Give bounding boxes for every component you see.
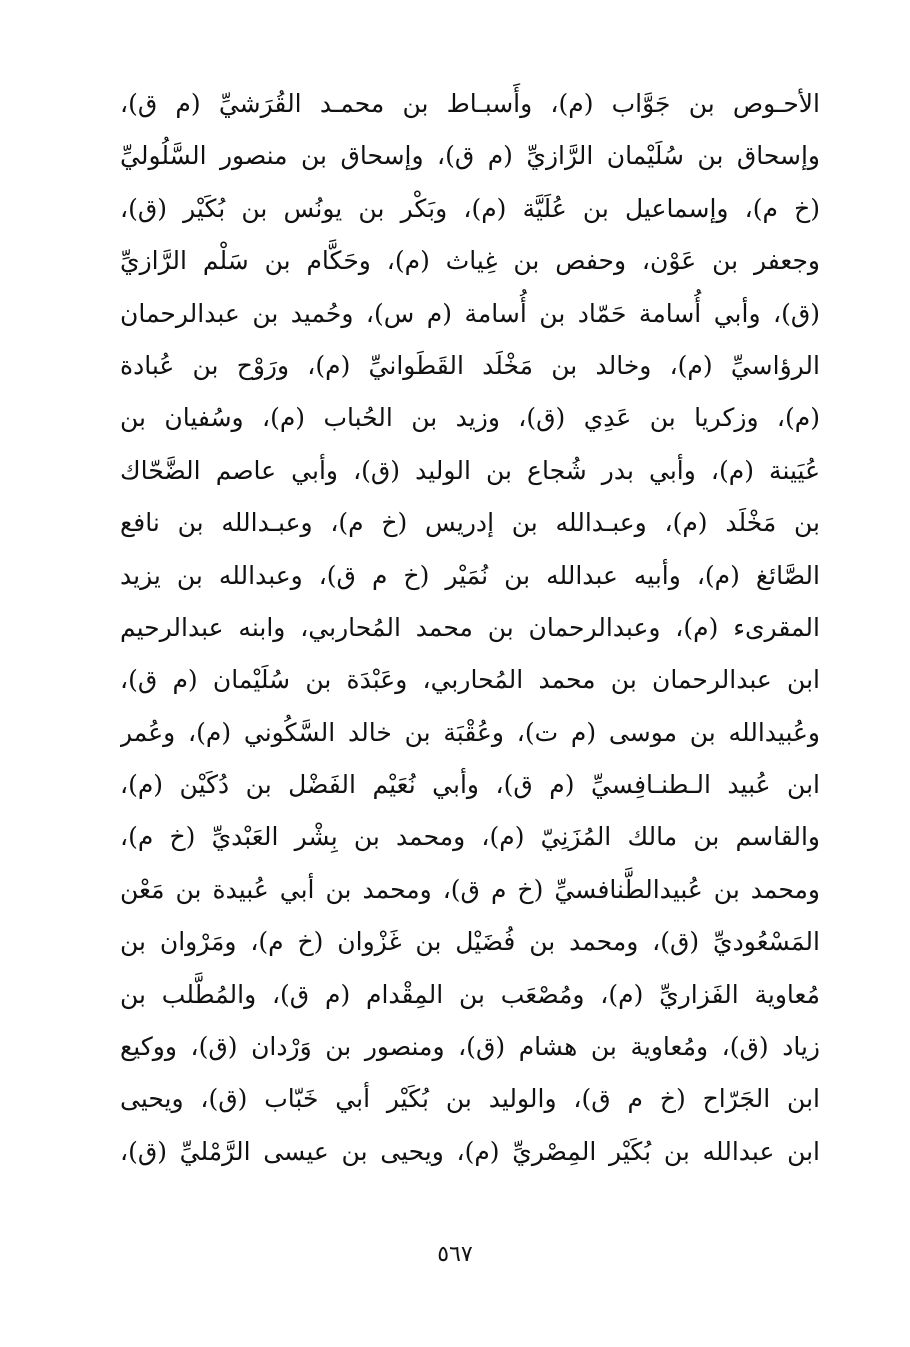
text-line: وجعفر بن عَوْن، وحفص بن غِياث (م)، وحَكَّام بن سَلْم الرَّازيِّ	[120, 246, 820, 276]
text-line: وإسحاق بن سُلَيْمان الرَّازيِّ (م ق)، وإسحاق بن منصور السَّلُوليِّ	[120, 141, 820, 171]
body-text	[120, 78, 820, 1178]
text-line: ومحمد بن عُبيدالطَّنافسيِّ (خ م ق)، ومحمد بن أبي عُبيدة بن مَعْن	[120, 874, 820, 904]
text-line: الأحـوص بن جَوَّاب (م)، وأَسبـاط بن محمـد القُرَشيِّ (م ق)،	[120, 89, 820, 118]
text-line: ابن عبدالله بن بُكَيْر المِصْريِّ (م)، ويحيى بن عيسى الرَّمْليِّ (ق)،	[120, 1136, 820, 1166]
text-line: (ق)، وأبي أُسامة حَمّاد بن أُسامة (م س)، وحُميد بن عبدالرحمان	[120, 298, 820, 328]
text-line: زياد (ق)، ومُعاوية بن هشام (ق)، ومنصور بن وَرْدان (ق)، ووكيع	[120, 1032, 820, 1062]
text-line: وعُبيدالله بن موسى (م ت)، وعُقْبَة بن خالد السَّكُوني (م)، وعُمر	[120, 717, 820, 747]
text-line: مُعاوية الفَزاريِّ (م)، ومُصْعَب بن المِقْدام (م ق)، والمُطَّلب بن	[120, 979, 820, 1009]
text-line: بن مَخْلَد (م)، وعبـدالله بن إدريس (خ م)، وعبـدالله بن نافع	[120, 508, 820, 538]
text-line: ابن الجَرّاح (خ م ق)، والوليد بن بُكَيْر أبي خَبّاب (ق)، ويحيى	[120, 1084, 820, 1114]
text-line: ابن عُبيد الـطنـافِسيِّ (م ق)، وأبي نُعَيْم الفَضْل بن دُكَيْن (م)،	[120, 770, 820, 800]
text-line: ابن عبدالرحمان بن محمد المُحاربي، وعَبْدَة بن سُلَيْمان (م ق)،	[120, 665, 820, 695]
text-line: والقاسم بن مالك المُزَنِيّ (م)، ومحمد بن بِشْر العَبْديِّ (خ م)،	[120, 822, 820, 852]
text-line: الرؤاسيِّ (م)، وخالد بن مَخْلَد القَطَوانيِّ (م)، ورَوْح بن عُبادة	[120, 350, 820, 380]
text-line: الصَّائغ (م)، وأبيه عبدالله بن نُمَيْر (خ م ق)، وعبدالله بن يزيد	[120, 560, 820, 590]
text-line: عُيَينة (م)، وأبي بدر شُجاع بن الوليد (ق)، وأبي عاصم الضَّحّاك	[120, 455, 820, 485]
text-line: (خ م)، وإسماعيل بن عُلَيَّة (م)، وبَكْر بن يونُس بن بُكَيْر (ق)،	[120, 193, 820, 223]
text-line: (م)، وزكريا بن عَدِي (ق)، وزيد بن الحُباب (م)، وسُفيان بن	[120, 403, 820, 433]
text-line: المَسْعُوديِّ (ق)، ومحمد بن فُضَيْل بن غَزْوان (خ م)، ومَرْوان بن	[120, 927, 820, 957]
text-line: المقرىء (م)، وعبدالرحمان بن محمد المُحاربي، وابنه عبدالرحيم	[120, 612, 820, 642]
page-number: ٥٦٧	[437, 1242, 473, 1267]
